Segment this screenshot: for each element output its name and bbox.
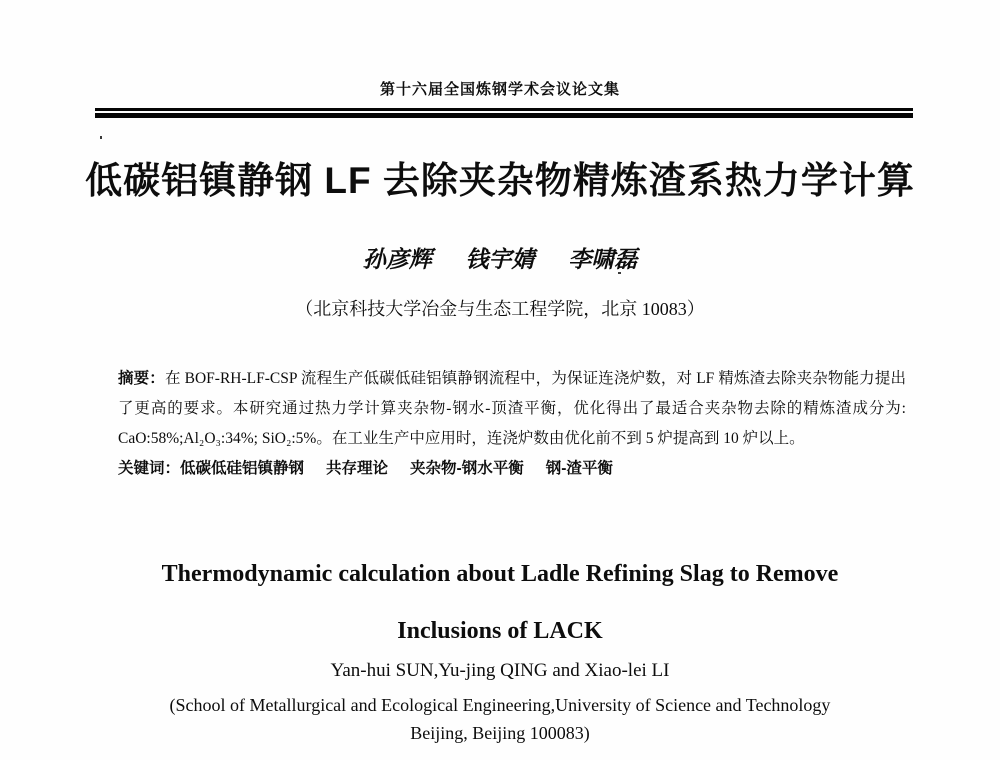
paper-title-en-line1: Thermodynamic calculation about Ladle Refining Slag to Remove (161, 561, 839, 587)
authors-cn (0, 241, 1000, 274)
scan-speckle (100, 136, 102, 139)
abstract-block (118, 364, 906, 484)
conference-header: 第十六届全国炼钢学术会议论文集 (379, 81, 620, 98)
affiliation-cn: （北京科技大学冶金与生态工程学院，北京 10083） (295, 299, 705, 319)
paper-title-en-line2: Inclusions of LACK (397, 618, 603, 644)
author-name: 李啸磊 (568, 247, 638, 272)
authors-en: Yan-hui SUN,Yu-jing QING and Xiao-lei LI (330, 660, 670, 681)
affiliation-en-line1: (School of Metallurgical and Ecological Engineering,University of Science and Technology (169, 695, 831, 715)
author-name: 钱宇婧 (465, 247, 535, 272)
keyword-item: 夹杂物-钢水平衡 (410, 460, 524, 477)
header-divider-rule (95, 108, 913, 118)
keywords-label: 关键词： (118, 460, 181, 477)
abstract-text: 在 BOF-RH-LF-CSP 流程生产低碳低硅铝镇静钢流程中，为保证连浇炉数，对 LF 精炼渣去除夹杂物能力提出了更高的要求。本研究通过热力学计算夹杂物-钢水-顶渣平衡，优化得出了最适合夹杂物去除的精炼渣成分为: CaO:58%;Al₂O₃:34%; SiO₂:5%。在工业生产中应用时，连浇炉数由优化前不到 5 炉提高到 10 炉以上。 (118, 370, 906, 447)
paper-title-cn: 低碳铝镇静钢 LF 去除夹杂物精炼渣系热力学计算 (85, 160, 915, 201)
affiliation-en-line2: Beijing, Beijing 100083) (410, 723, 590, 743)
keyword-item: 低碳低硅铝镇静钢 (180, 460, 305, 477)
keywords-line (118, 454, 906, 484)
author-name: 孙彦辉 (362, 247, 432, 272)
divider-thick-line (95, 113, 913, 118)
keyword-item: 共存理论 (326, 460, 389, 477)
keyword-item: 钢-渣平衡 (545, 460, 613, 477)
abstract-paragraph (118, 364, 906, 454)
abstract-label: 摘要： (118, 370, 165, 387)
